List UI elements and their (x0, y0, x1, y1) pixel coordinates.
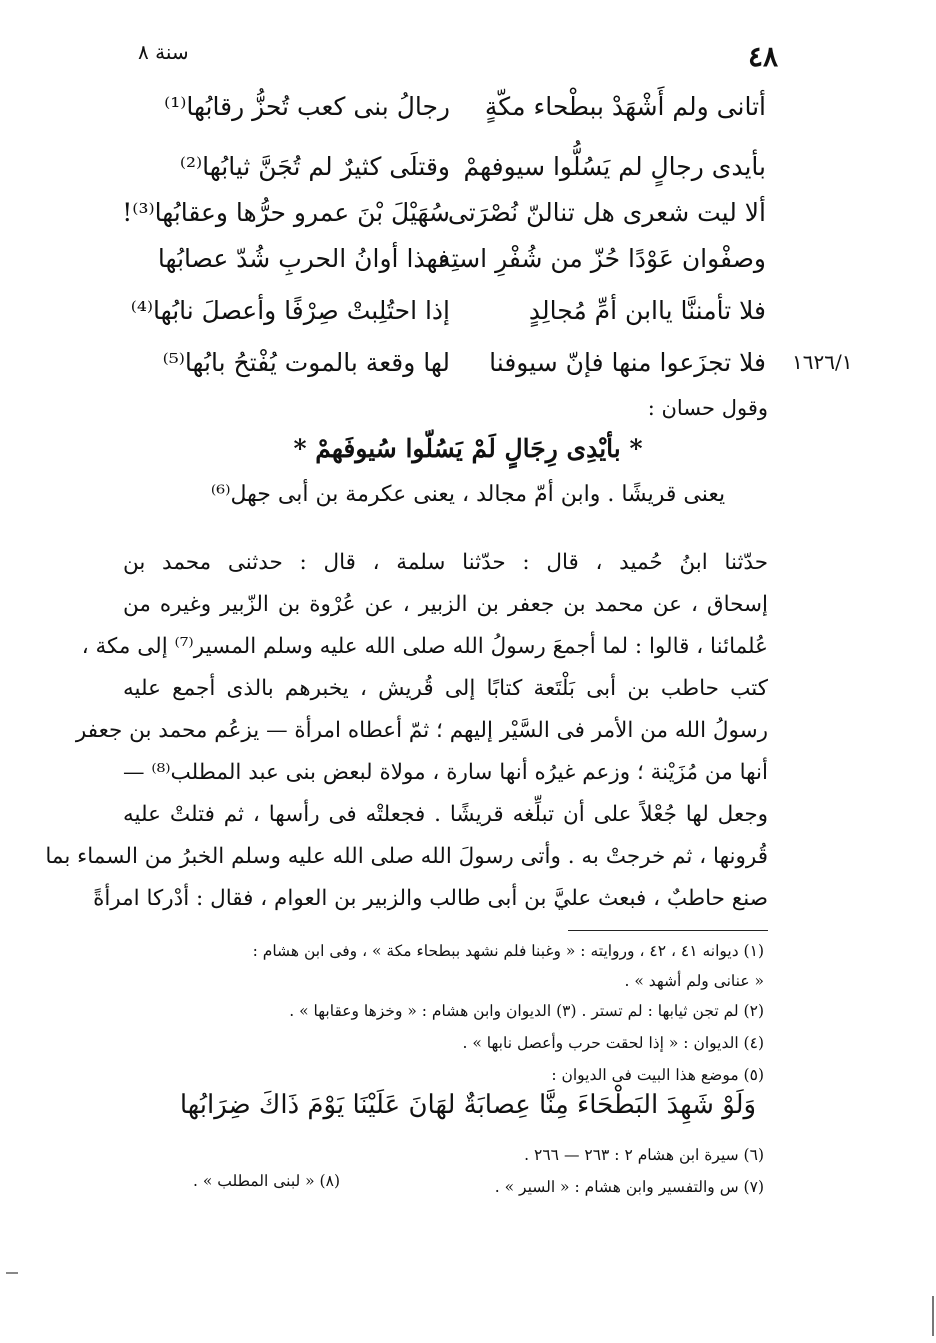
poem-hemistich-right: أتانى ولم أَشْهَدْ ببطْحاء مكّةٍ (484, 92, 766, 121)
poem-hemistich-right: بأيدى رجالٍ لم يَسُلُّوا سيوفهمْ (463, 152, 766, 181)
footnote-7: (٧) س والتفسير وابن هشام : « السير » . (494, 1178, 764, 1196)
scan-edge-mark (6, 1272, 18, 1274)
hassan-intro: وقول حسان : (647, 396, 768, 420)
poem-hemistich-right: ألا ليت شعرى هل تنالنّ نُصْرَتى (447, 198, 766, 227)
paragraph-line: وجعل لها جُعْلاً على أن تبلِّغه قريشًا . فجعلتْه فى رأسها ، ثم فتلتْ عليه (123, 802, 768, 827)
poem-hemistich-left: لها وقعة بالموت يُفْتحُ بابُها⁽⁵⁾ (162, 348, 450, 377)
footnote-verse: وَلَوْ شَهِدَ البَطْحَاءَ مِنَّا عِصابَةٌ لهَانَ عَلَيْنَا يَوْمَ ذَاكَ ضِرَابُها (179, 1090, 757, 1120)
footnote-6: (٦) سيرة ابن هشام ٢ : ٢٦٣ — ٢٦٦ . (524, 1146, 764, 1164)
footnote-1: (١) ديوانه ٤١ ، ٤٢ ، وروايته : « وغبنا فلم نشهد ببطحاء مكة » ، وفى ابن هشام : (252, 942, 764, 960)
paragraph-line: صنع حاطبٌ ، فبعث عليَّ بن أبى طالب والزبير بن العوام ، فقال : أدْركا امرأةً (93, 886, 768, 911)
footnote-1-continued: « عنانى ولم أشهد » . (624, 972, 764, 990)
verse-explanation: يعنى قريشًا . وابن أمّ مجالد ، يعنى عكرمة بن أبى جهل⁽⁶⁾ (210, 482, 726, 507)
quoted-verse: * بأيْدِى رِجَالٍ لَمْ يَسُلّوا سُيوفَهمْ * (293, 434, 643, 463)
paragraph-line: كتب حاطب بن أبى بَلْتَعة كتابًا إلى قُريش ، يخبرهم بالذى أجمع عليه (123, 676, 768, 701)
poem-hemistich-left: إذا احتُلِبتْ صِرْفًا وأعصلَ نابُها⁽⁴⁾ (130, 296, 450, 325)
footnote-separator (568, 930, 768, 931)
poem-hemistich-left: وقتلَى كثيرٌ لم تُجَنَّ ثيابُها⁽²⁾ (179, 152, 450, 181)
poem-hemistich-right: فلا تأمننَّا ياابن أمِّ مُجالِدٍ (528, 296, 766, 325)
footnote-2-3: (٢) لم تجن ثيابها : لم تستر . (٣) الديوان وابن هشام : « وخزها وعقابها » . (289, 1002, 764, 1020)
poem-hemistich-left: رجالُ بنى كعب تُحزُّ رقابُها⁽¹⁾ (164, 92, 450, 121)
running-header-year: سنة ٨ (138, 40, 189, 64)
poem-hemistich-right: فلا تجزَعوا منها فإنّ سيوفنا (489, 348, 766, 377)
paragraph-line: حدّثنا ابنُ حُميد ، قال : حدّثنا سلمة ، قال : حدثنى محمد بن (123, 550, 768, 575)
footnote-8: (٨) « لبنى المطلب » . (192, 1172, 340, 1190)
poem-hemistich-right: وصفْوان عَوْدًا حُزّ من شُفْرِ استِه (438, 244, 766, 273)
poem-hemistich-left: فهذا أوانُ الحربِ شُدّ عصابُها (157, 244, 450, 273)
paragraph-line: قُرونها ، ثم خرجتْ به . وأتى رسولَ الله صلى الله عليه وسلم الخبرُ من السماء بما (45, 844, 768, 869)
poem-hemistich-left: سُهَيْلَ بْنَ عمرو حرُّها وعقابُها⁽³⁾! (122, 198, 450, 227)
footnote-4: (٤) الديوان : « إذا لحقت حرب وأعصل نابها » . (462, 1034, 764, 1052)
paragraph-line: رسولُ الله من الأمر فى السَّيْر إليهم ؛ ثمّ أعطاه امرأة — يزعُم محمد بن جعفر (75, 718, 768, 743)
margin-reference: ١٦٢٦/١ (792, 350, 853, 374)
paragraph-line: عُلمائنا ، قالوا : لما أجمعَ رسولُ الله صلى الله عليه وسلم المسير⁽⁷⁾ إلى مكة ، (81, 634, 768, 659)
footnote-5: (٥) موضع هذا البيت فى الديوان : (551, 1066, 764, 1084)
page-number: ٤٨ (748, 40, 779, 73)
scan-edge-line (932, 1296, 934, 1336)
paragraph-line: إسحاق ، عن محمد بن جعفر بن الزبير ، عن عُرْوة بن الزّبير وغيره من (123, 592, 768, 617)
paragraph-line: أنها من مُزَيْنة ؛ وزعم غيرُه أنها سارة ، مولاة لبعض بنى عبد المطلب⁽⁸⁾ — (123, 760, 768, 785)
